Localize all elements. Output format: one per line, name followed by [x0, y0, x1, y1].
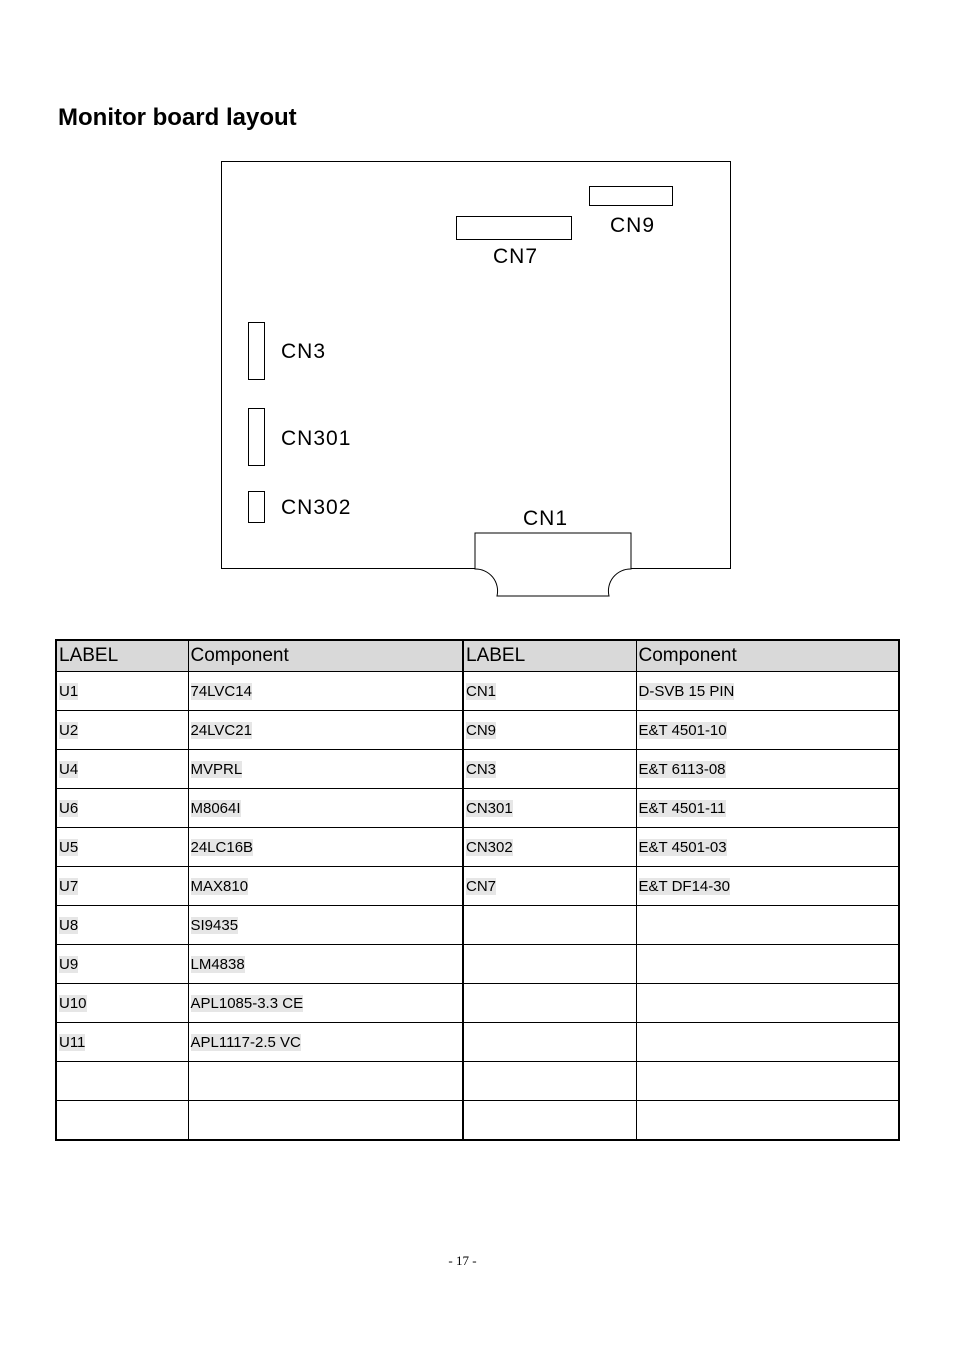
cn9-label: CN9 — [610, 214, 656, 237]
cn1-connector — [474, 532, 632, 598]
header-component-1: Component — [188, 640, 463, 672]
page-number: - 17 - — [448, 1253, 477, 1268]
cell: U2 — [59, 721, 79, 739]
cell: U11 — [59, 1033, 86, 1051]
parts-table — [55, 639, 900, 1141]
cell: U5 — [59, 838, 79, 856]
cn7-connector — [456, 216, 572, 240]
cell: APL1117-2.5 VC — [190, 1033, 301, 1051]
table-row — [56, 1062, 899, 1101]
cell: U6 — [59, 799, 79, 817]
header-label-2: LABEL — [463, 640, 636, 672]
cell: SI9435 — [190, 916, 239, 934]
cn302-connector — [248, 491, 265, 523]
header-label-1: LABEL — [56, 640, 188, 672]
table-row — [56, 867, 899, 906]
cell: LM4838 — [190, 955, 245, 973]
cell: E&T DF14-30 — [638, 877, 730, 895]
cell: U7 — [59, 877, 79, 895]
cell: U9 — [59, 955, 79, 973]
cell: U1 — [59, 682, 79, 700]
table-header-row — [56, 640, 899, 672]
cell: APL1085-3.3 CE — [190, 994, 304, 1012]
table-row — [56, 906, 899, 945]
table-row — [56, 984, 899, 1023]
cn301-label: CN301 — [281, 427, 352, 450]
page-title: Monitor board layout — [58, 104, 297, 131]
cn301-connector — [248, 408, 265, 466]
cn9-connector — [589, 186, 673, 206]
cell: CN7 — [466, 877, 497, 895]
cell: D-SVB 15 PIN — [638, 682, 735, 700]
cell: E&T 4501-03 — [638, 838, 727, 856]
cell: 24LVC21 — [190, 721, 252, 739]
cell: MVPRL — [190, 760, 243, 778]
cell: CN301 — [466, 799, 513, 817]
table-row — [56, 1023, 899, 1062]
table-row — [56, 1101, 899, 1141]
cell: U4 — [59, 760, 79, 778]
table-row — [56, 672, 899, 711]
cn7-label: CN7 — [493, 245, 539, 268]
header-component-2: Component — [636, 640, 899, 672]
cn302-label: CN302 — [281, 496, 352, 519]
cn1-label: CN1 — [523, 507, 569, 530]
cell: U8 — [59, 916, 79, 934]
table-row — [56, 750, 899, 789]
cell: CN9 — [466, 721, 497, 739]
cell: 24LC16B — [190, 838, 254, 856]
cell: MAX810 — [190, 877, 249, 895]
table-row — [56, 945, 899, 984]
cell: CN302 — [466, 838, 513, 856]
cn3-connector — [248, 322, 265, 380]
cell: E&T 4501-11 — [638, 799, 726, 817]
cn3-label: CN3 — [281, 340, 327, 363]
table-row — [56, 711, 899, 750]
cell: CN1 — [466, 682, 497, 700]
cell: E&T 6113-08 — [638, 760, 726, 778]
cell: 74LVC14 — [190, 682, 252, 700]
table-row — [56, 789, 899, 828]
table-row — [56, 828, 899, 867]
cell: CN3 — [466, 760, 497, 778]
cell: M8064I — [190, 799, 241, 817]
cell: U10 — [59, 994, 87, 1012]
cell: E&T 4501-10 — [638, 721, 727, 739]
